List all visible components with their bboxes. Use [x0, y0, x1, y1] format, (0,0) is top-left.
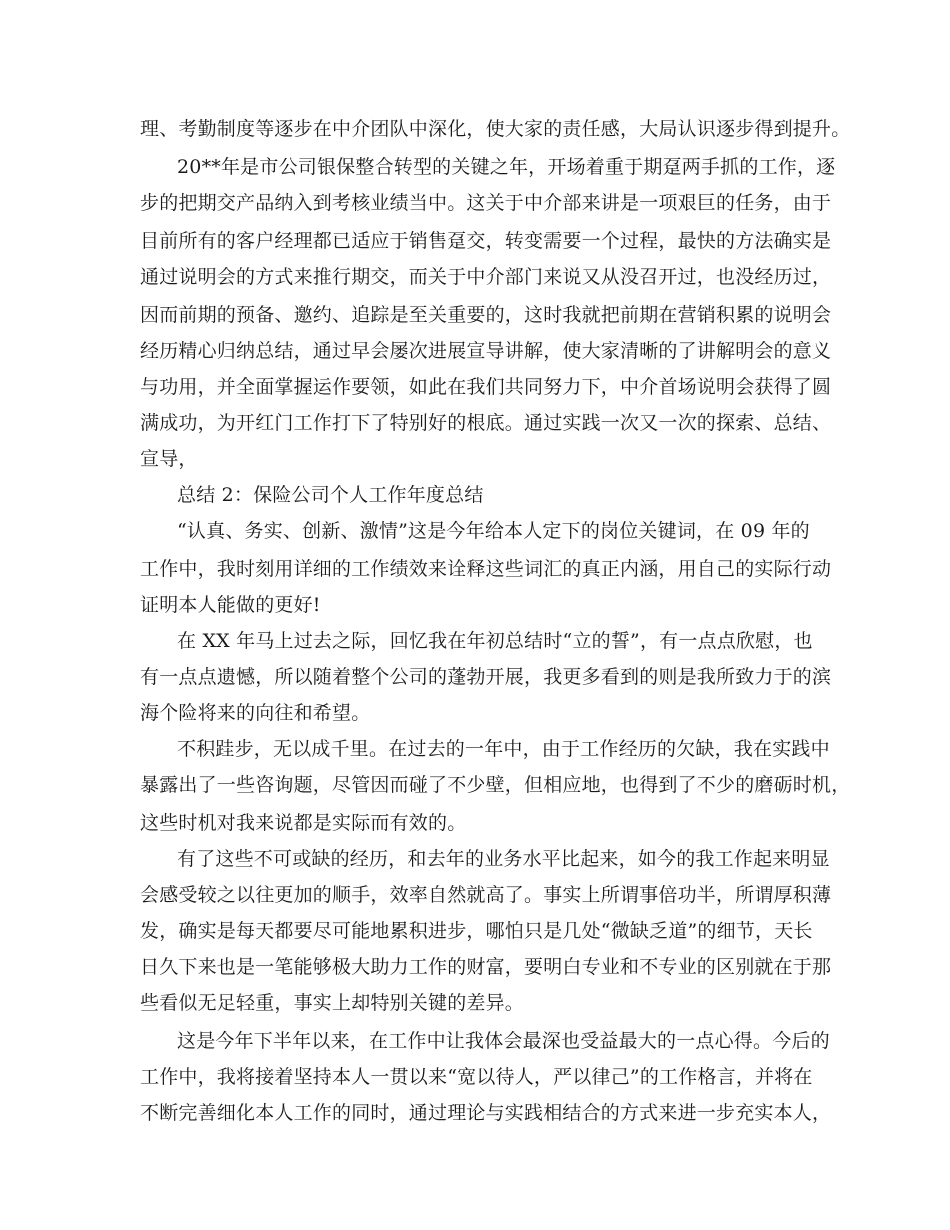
- text-line: 满成功，为开红门工作打下了特别好的根底。通过实践一次又一次的探索、总结、: [140, 412, 832, 434]
- text-line: 暴露出了一些咨询题，尽管因而碰了不少壁，但相应地，也得到了不少的磨砺时机，: [140, 774, 851, 796]
- text-line: 理、考勤制度等逐步在中介团队中深化，使大家的责任感，大局认识逐步得到提升。: [140, 118, 851, 140]
- text-line: 海个险将来的向往和希望。: [140, 702, 371, 724]
- text-line: 目前所有的客户经理都已适应于销售趸交，转变需要一个过程，最快的方法确实是: [140, 230, 832, 252]
- text-line: 步的把期交产品纳入到考核业绩当中。这关于中介部来讲是一项艰巨的任务，由于: [140, 192, 832, 214]
- paragraph-first-line: 在 XX 年马上过去之际，回忆我在年初总结时“立的誓”，有一点点欣慰，也: [177, 630, 813, 652]
- text-line: 宣导，: [140, 448, 198, 470]
- text-line: 日久下来也是一笔能够极大助力工作的财富，要明白专业和不专业的区别就在于那: [140, 956, 832, 978]
- paragraph-first-line: 这是今年下半年以来，在工作中让我体会最深也受益最大的一点心得。今后的: [177, 1030, 830, 1052]
- text-line: 证明本人能做的更好!: [140, 594, 321, 616]
- text-line: 工作中，我将接着坚持本人一贯以来“宽以待人，严以律己”的工作格言，并将在: [140, 1066, 813, 1088]
- text-line: 些看似无足轻重，事实上却特别关键的差异。: [140, 992, 525, 1014]
- paragraph-first-line: 有了这些不可或缺的经历，和去年的业务水平比起来，如今的我工作起来明显: [177, 848, 830, 870]
- text-line: 工作中，我时刻用详细的工作绩效来诠释这些词汇的真正内涵，用自己的实际行动: [140, 558, 832, 580]
- text-line: 通过说明会的方式来推行期交，而关于中介部门来说又从没召开过，也没经历过，: [140, 266, 832, 288]
- text-line: 因而前期的预备、邀约、追踪是至关重要的，这时我就把前期在营销积累的说明会: [140, 304, 832, 326]
- text-line: 发，确实是每天都要尽可能地累积进步，哪怕只是几处“微缺乏道”的细节，天长: [140, 920, 813, 942]
- paragraph-first-line: 20**年是市公司银保整合转型的关键之年，开场着重于期趸两手抓的工作，逐: [177, 156, 836, 178]
- text-line: 与功用，并全面掌握运作要领，如此在我们共同努力下，中介首场说明会获得了圆: [140, 376, 832, 398]
- paragraph-first-line: “认真、务实、创新、激情”这是今年给本人定下的岗位关键词，在 09 年的: [177, 520, 810, 542]
- text-line: 不断完善细化本人工作的同时，通过理论与实践相结合的方式来进一步充实本人，: [140, 1102, 832, 1124]
- text-line: 有一点点遗憾，所以随着整个公司的蓬勃开展，我更多看到的则是我所致力于的滨: [140, 666, 832, 688]
- paragraph-first-line: 不积跬步，无以成千里。在过去的一年中，由于工作经历的欠缺，我在实践中: [177, 738, 830, 760]
- text-line: 会感受较之以往更加的顺手，效率自然就高了。事实上所谓事倍功半，所谓厚积薄: [140, 884, 832, 906]
- section-heading: 总结 2：保险公司个人工作年度总结: [177, 484, 484, 506]
- text-line: 经历精心归纳总结，通过早会屡次进展宣导讲解，使大家清晰的了讲解明会的意义: [140, 340, 832, 362]
- text-line: 这些时机对我来说都是实际而有效的。: [140, 812, 467, 834]
